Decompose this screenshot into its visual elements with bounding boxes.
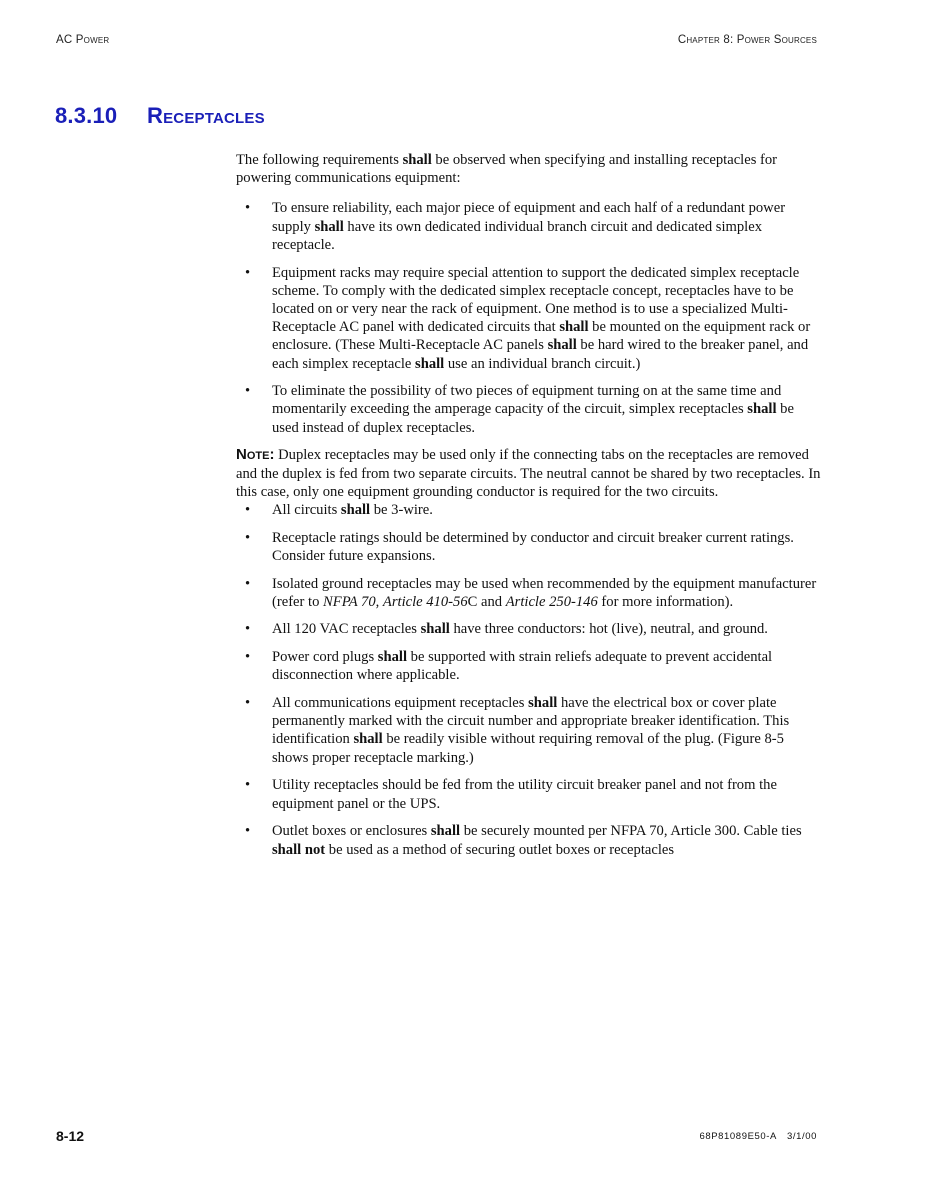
note-text: Duplex receptacles may be used only if the connecting tabs on the receptacles are removed and the duplex is fed from two separate circuits. The neutral cannot be shared by two receptacles. In this case, only one equipment grounding conductor is required for the two circuits. [236, 447, 821, 500]
list-item: • Equipment racks may require special attention to support the dedicated simplex receptacle scheme. To comply with the dedicated simplex receptacle concept, receptacles have to be located on or very near the rack of equipment. One method is to use a specialized Multi-Receptacle AC panel with dedicated circuits that shall be mounted on the equipment rack or enclosure. (These Multi-Receptacle AC panels shall be hard wired to the breaker panel, and each simplex receptacle shall use an individual branch circuit.) [236, 264, 821, 373]
list-item: • All circuits shall be 3-wire. [236, 501, 821, 519]
list-item: • Power cord plugs shall be supported with strain reliefs adequate to prevent accidental disconnection where applicable. [236, 648, 821, 684]
section-body [236, 151, 821, 868]
list-item: • To ensure reliability, each major piece of equipment and each half of a redundant power supply shall have its own dedicated individual branch circuit and dedicated simplex receptacle. [236, 199, 821, 254]
list-item: • To eliminate the possibility of two pieces of equipment turning on at the same time and momentarily exceeding the amperage capacity of the circuit, simplex receptacles shall be used instead of duplex receptacles. [236, 382, 821, 437]
note-label: Note: [236, 446, 275, 464]
requirements-list-a [236, 199, 821, 436]
requirements-list-b [236, 501, 821, 859]
section-heading [55, 103, 265, 129]
list-item: • Outlet boxes or enclosures shall be securely mounted per NFPA 70, Article 300. Cable ties shall not be used as a method of securing outlet boxes or receptacles [236, 822, 821, 858]
list-item: • Receptacle ratings should be determined by conductor and circuit breaker current ratings. Consider future expansions. [236, 529, 821, 565]
list-item: • Utility receptacles should be fed from the utility circuit breaker panel and not from the equipment panel or the UPS. [236, 776, 821, 812]
intro-paragraph: The following requirements shall be observed when specifying and installing receptacles for powering communications equipment: [236, 152, 778, 187]
section-title: Receptacles [147, 103, 265, 128]
running-header-right: Chapter 8: Power Sources [677, 34, 817, 46]
doc-date: 3/1/00 [786, 1131, 817, 1142]
list-item: • All 120 VAC receptacles shall have three conductors: hot (live), neutral, and ground. [236, 620, 821, 638]
note-block [236, 446, 821, 501]
list-item: • All communications equipment receptacles shall have the electrical box or cover plate permanently marked with the circuit number and appropriate breaker identification. This identification shall be readily visible without requiring removal of the plug. (Figure 8-5 shows proper receptacle marking.) [236, 694, 821, 767]
doc-number: 68P81089E50-A [699, 1131, 777, 1142]
page-number: 8-12 [56, 1128, 85, 1144]
section-number: 8.3.10 [55, 103, 118, 128]
document-id [699, 1131, 817, 1142]
running-header-left: AC Power [56, 34, 110, 46]
list-item: • Isolated ground receptacles may be used when recommended by the equipment manufacturer (refer to NFPA 70, Article 410-56C and Article 250-146 for more information). [236, 575, 821, 611]
